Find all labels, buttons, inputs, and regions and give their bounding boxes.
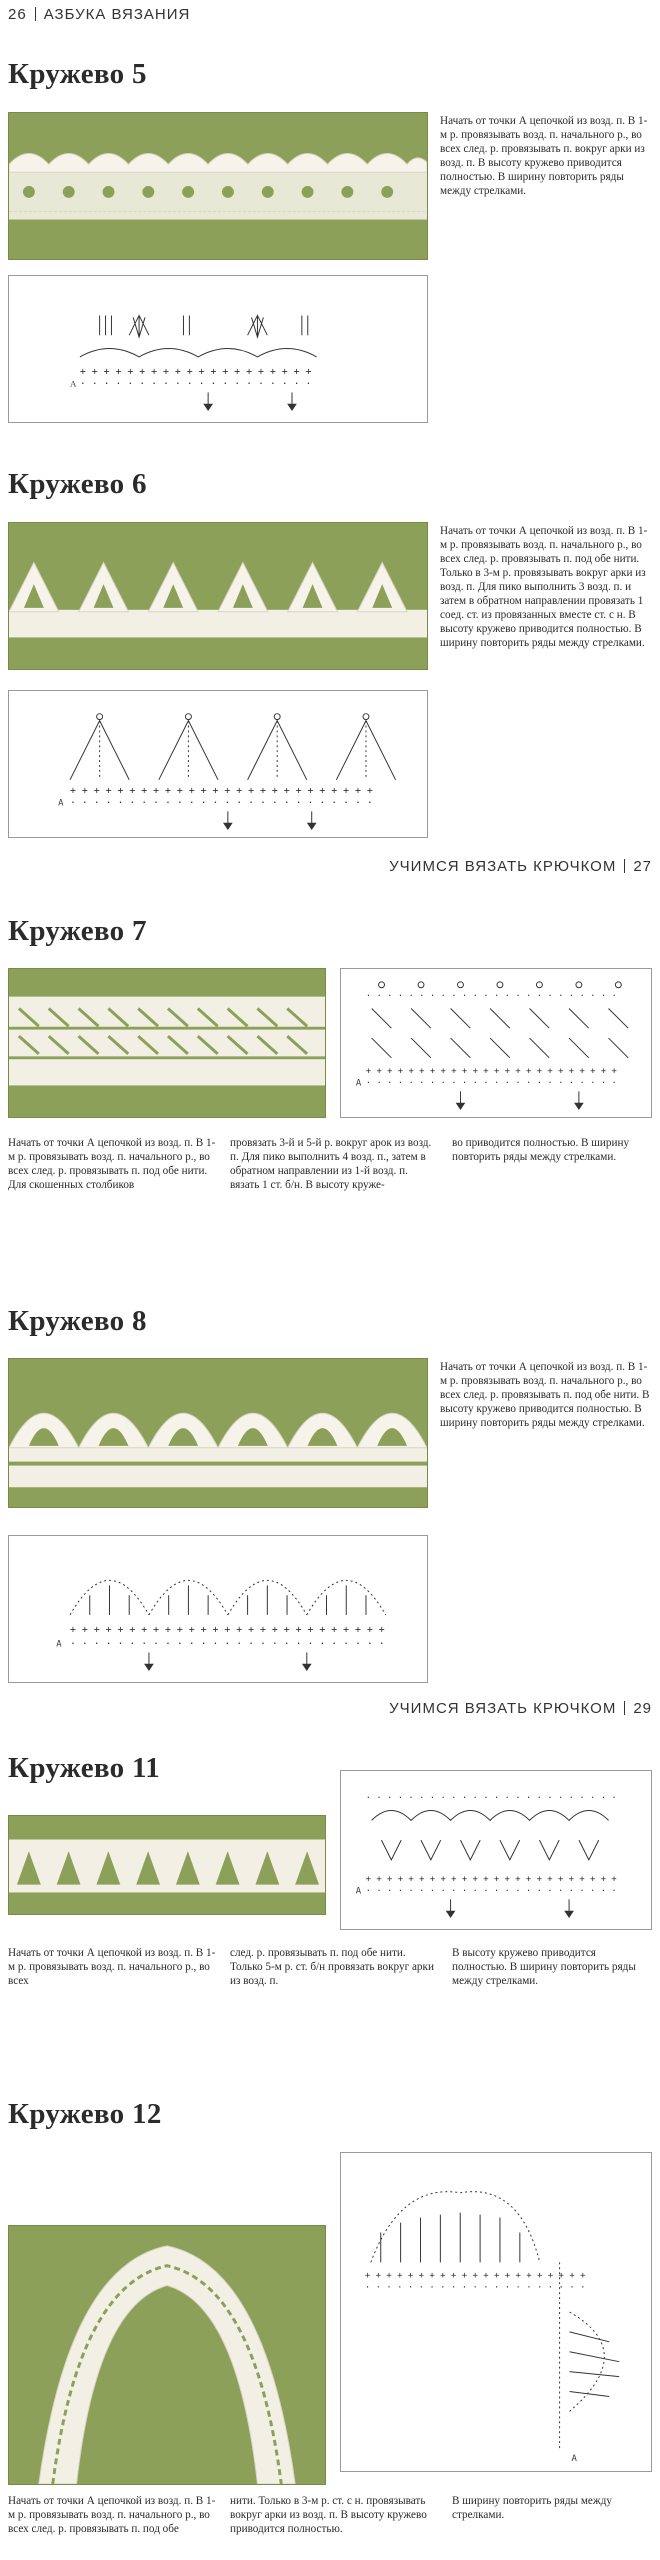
lace8-photo	[8, 1358, 428, 1508]
lace11-text-col2: след. р. провязывать п. под обе нити. Только 5-м р. ст. б/н провязать вокруг арки из возд. п.	[230, 1947, 434, 1987]
lace5-photo	[8, 112, 428, 260]
lace6-chart	[8, 690, 428, 838]
svg-text:+ + + + + + + + + + + + + + +: + + + + + + + + + + + + + + + + + + + +	[79, 366, 312, 378]
lace8-chart	[8, 1535, 428, 1683]
lace11-text-col1: Начать от точки А цепочкой из возд. п. В 1-м р. провязывать возд. п. начального р., во всех	[8, 1947, 216, 1987]
lace11-photo	[8, 1815, 326, 1915]
chart-start-label: А	[355, 1078, 362, 1089]
lace12-text-col1: Начать от точки А цепочкой из возд. п. В 1-м р. провязывать возд. п. начального р., во всех след. р. провязывать п. под обе	[8, 2495, 216, 2535]
lace12-text-col3: В ширину повторить ряды между стрелками.	[452, 2495, 612, 2521]
page-number: 27	[633, 858, 652, 875]
lace11-text-col3: В высоту кружево приводится полностью. В ширину повторить ряды между стрелками.	[452, 1947, 636, 1987]
header-separator	[624, 859, 625, 873]
page-number: 29	[633, 1700, 652, 1717]
section-title: УЧИМСЯ ВЯЗАТЬ КРЮЧКОМ	[389, 858, 617, 875]
lace8-title: Кружево 8	[8, 1305, 147, 1337]
lace5-title: Кружево 5	[8, 58, 147, 90]
lace8-instructions: Начать от точки А цепочкой из возд. п. В 1-м р. провязывать возд. п. начального р., во всех след. р. провязывать п. под обе нити. В высоту кружево приводится полностью. В ширину повторить ряды между стрелками.	[440, 1361, 650, 1429]
lace7-title: Кружево 7	[8, 915, 147, 947]
lace7-instructions	[8, 1136, 652, 1192]
svg-text:+ + + + + + + + + + + + + + +: + + + + + + + + + + + + + + + + + + + + + + + +	[365, 1874, 617, 1885]
lace7-text-col1: Начать от точки А цепочкой из возд. п. В 1-м р. провязывать возд. п. начального р., во всех след. р. провязывать п. под обе нити. Для скошенных столбиков	[8, 1137, 216, 1191]
lace5-chart	[8, 275, 428, 423]
svg-text:· · · · · · · · · · · · · · ·: · · · · · · · · · · · · · · · · · · · · · · · ·	[365, 991, 617, 1002]
lace12-instructions	[8, 2494, 652, 2536]
lace5-instructions: Начать от точки А цепочкой из возд. п. В 1-м р. провязывать возд. п. начального р., во всех след. р. провязывать п. вокруг арки из возд. п. В высоту кружево приводится полностью. В ширину повторить ряды между стрелками.	[440, 115, 648, 197]
svg-text:+ + + + + + + + + + + + + + +: + + + + + + + + + + + + + + + + + + + + + + + + + + +	[70, 1624, 385, 1636]
section-title: УЧИМСЯ ВЯЗАТЬ КРЮЧКОМ	[389, 1700, 617, 1717]
chart-start-label: А	[56, 1639, 62, 1650]
running-head-27	[389, 858, 652, 875]
chart-start-label: А	[355, 1886, 362, 1897]
lace12-photo	[8, 2225, 326, 2485]
lace7-text-col3: во приводится полностью. В ширину повторить ряды между стрелками.	[452, 1137, 630, 1163]
lace6-instructions: Начать от точки А цепочкой из возд. п. В 1-м р. провязывать возд. п. начального р., во всех след. р. провязывать п. под обе нити. Только в 3-м р. провязывать вокруг арки из возд. п. Для пико выполнить 3 возд. п. и затем в обратном направлении провязать 1 соед. ст. из провязанных вместе ст. с н. В высоту кружево приводится полностью. В ширину повторить ряды между стрелками.	[440, 525, 648, 649]
lace12-chart	[340, 2152, 652, 2472]
svg-text:· · · · · · · · · · · · · · ·: · · · · · · · · · · · · · · · · · · · · · · · ·	[365, 1886, 617, 1897]
chart-start-label: А	[58, 798, 64, 809]
page-number: 26	[8, 6, 27, 23]
lace12-text-col2: нити. Только в 3-м р. ст. с н. провязывать вокруг арки из возд. п. В высоту кружево приводится полностью.	[230, 2495, 427, 2535]
header-separator	[624, 1701, 625, 1715]
svg-text:· · · · · · · · · · · · · · ·: · · · · · · · · · · · · · · · · · · · · · · · · · · ·	[70, 1638, 385, 1650]
chart-start-label: А	[70, 378, 77, 389]
lace7-photo	[8, 968, 326, 1118]
lace6-photo	[8, 522, 428, 670]
header-separator	[35, 7, 36, 21]
running-head-26	[8, 6, 190, 23]
running-head-29	[389, 1700, 652, 1717]
lace11-chart	[340, 1770, 652, 1930]
chart-start-label: А	[571, 2454, 577, 2465]
svg-text:· · · · · · · · · · · · · · ·: · · · · · · · · · · · · · · · · · · · · ·	[364, 2283, 586, 2294]
section-title: АЗБУКА ВЯЗАНИЯ	[43, 6, 191, 23]
svg-text:+ + + + + + + + + + + + + + +: + + + + + + + + + + + + + + + + + + + + +	[364, 2271, 586, 2282]
lace11-title: Кружево 11	[8, 1752, 161, 1784]
svg-text:+ + + + + + + + + + + + + + +: + + + + + + + + + + + + + + + + + + + + + + + +	[365, 1066, 617, 1077]
svg-text:· · · · · · · · · · · · · · ·: · · · · · · · · · · · · · · · · · · · · · · · · · ·	[70, 797, 373, 809]
svg-text:· · · · · · · · · · · · · · ·: · · · · · · · · · · · · · · · · · · · ·	[79, 378, 312, 390]
lace11-instructions	[8, 1946, 652, 1988]
lace12-title: Кружево 12	[8, 2098, 162, 2130]
lace7-chart	[340, 968, 652, 1118]
svg-text:· · · · · · · · · · · · · · ·: · · · · · · · · · · · · · · · · · · · · · · · ·	[365, 1793, 617, 1804]
lace6-title: Кружево 6	[8, 468, 147, 500]
lace7-text-col2: провязать 3-й и 5-й р. вокруг арок из возд. п. Для пико выполнить 4 возд. п., затем в обратном направлении из 1-й возд. п. вязать 1 ст. б/н. В высоту круже-	[230, 1137, 432, 1191]
svg-text:· · · · · · · · · · · · · · ·: · · · · · · · · · · · · · · · · · · · · · · · ·	[365, 1078, 617, 1089]
svg-text:+ + + + + + + + + + + + + + +: + + + + + + + + + + + + + + + + + + + + + + + + + +	[70, 785, 373, 797]
